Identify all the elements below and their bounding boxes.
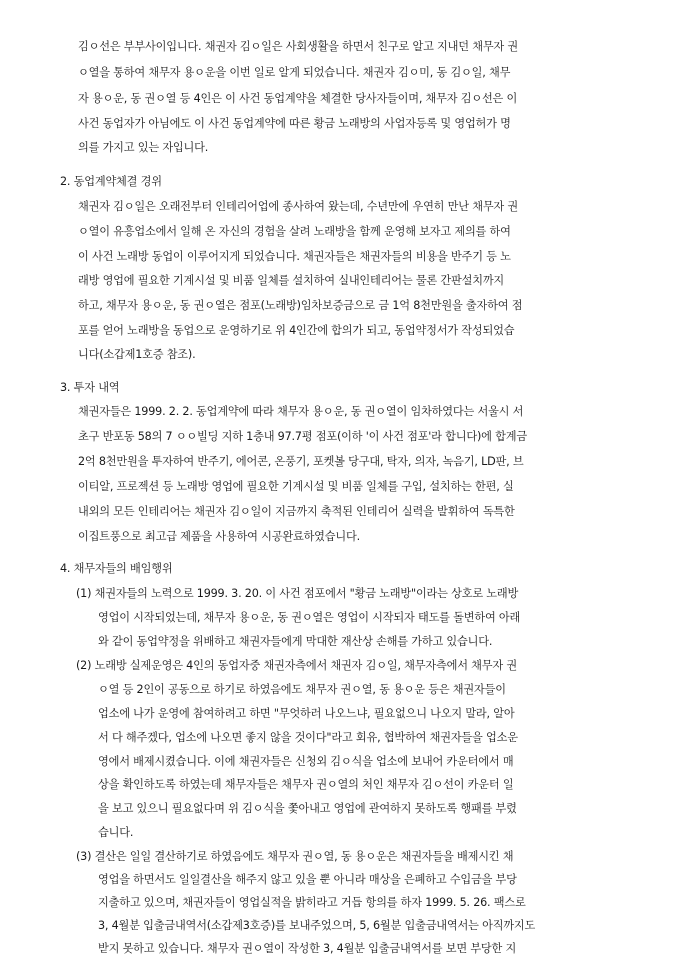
list-item-line: (2) 노래방 실제운영은 4인의 동업자중 채권자측에서 채권자 김ㅇ일, 채무자측에서 채무자 권: [76, 658, 517, 672]
list-item-line: 받지 못하고 있습니다. 채무자 권ㅇ열이 작성한 3, 4월분 입출금내역서를 보면 부당한 지: [98, 942, 517, 955]
body-line: 니다(소갑제1호증 참조).: [78, 348, 196, 361]
list-item-line: 영에서 배제시켰습니다. 이에 채권자들은 신청외 김ㅇ식을 업소에 보내어 카운터에서 매: [98, 754, 514, 768]
list-item-line: 서 다 해주겠다, 업소에 나오면 좋지 않을 것이다"라고 회유, 협박하여 채권자들을 업소운: [98, 730, 518, 744]
body-line: 2억 8천만원을 투자하여 반주기, 에어콘, 온풍기, 포켓볼 당구대, 탁자, 의자, 녹음기, LD판, 브: [78, 455, 524, 469]
list-item-line: 을 보고 있으니 필요없다며 위 김ㅇ식을 쫓아내고 영업에 관여하지 못하도록 행패를 부렸: [98, 802, 517, 816]
intro-line: 사건 동업자가 아님에도 이 사건 동업계약에 따른 황금 노래방의 사업자등록 및 영업허가 명: [78, 116, 511, 130]
intro-line: ㅇ열을 통하여 채무자 용ㅇ운을 이번 일로 알게 되었습니다. 채권자 김ㅇ미, 동 김ㅇ일, 채무: [78, 65, 511, 79]
section-heading: 4. 채무자들의 배임행위: [60, 562, 173, 576]
list-item-line: 업소에 나가 운영에 참여하려고 하면 "무엇하러 나오느냐, 필요없으니 나오지 말라, 알아: [98, 706, 515, 720]
list-item-line: 영업이 시작되었는데, 채무자 용ㅇ운, 동 권ㅇ열은 영업이 시작되자 태도를 돌변하여 아래: [98, 611, 521, 624]
body-line: 이집트풍으로 최고급 제품을 사용하여 시공완료하였습니다.: [78, 529, 360, 543]
list-item-line: 영업을 하면서도 일일결산을 해주지 않고 있을 뿐 아니라 매상을 은폐하고 수입금을 부당: [98, 873, 517, 887]
body-line: 이티알, 프로젝션 등 노래방 영업에 필요한 기계시설 및 비품 일체를 구입, 설치하는 한편, 실: [78, 480, 514, 493]
section-heading: 2. 동업계약체결 경위: [60, 174, 162, 188]
list-item-line: 3, 4월분 입출금내역서(소갑제3호증)를 보내주었으며, 5, 6월분 입출금내역서는 아직까지도: [98, 919, 536, 932]
body-line: 초구 반포동 58의 7 ㅇㅇ빌딩 지하 1층내 97.7평 점포(이하 '이 사건 점포'라 합니다)에 합계금: [78, 430, 527, 444]
body-line: 내외의 모든 인테리어는 채권자 김ㅇ일이 지금까지 축적된 인테리어 실력을 발휘하여 독특한: [78, 504, 515, 518]
list-item-line: 상을 확인하도록 하였는데 채무자들은 채무자 권ㅇ열의 처인 채무자 김ㅇ선이 카운터 일: [98, 778, 514, 792]
body-line: 래방 영업에 필요한 기계시설 및 비품 일체를 설치하여 실내인테리어는 물론 간판설치까지: [78, 274, 505, 288]
list-item-line: (3) 결산은 일일 결산하기로 하였음에도 채무자 권ㅇ열, 동 용ㅇ운은 채권자들을 배제시킨 채: [76, 850, 514, 864]
list-item-line: ㅇ열 등 2인이 공동으로 하기로 하였음에도 채무자 권ㅇ열, 동 용ㅇ운 등은 채권자들이: [98, 682, 506, 696]
intro-line: 김ㅇ선은 부부사이입니다. 채권자 김ㅇ일은 사회생활을 하면서 친구로 알고 지내던 채무자 권: [78, 40, 518, 53]
list-item-line: (1) 채권자들의 노력으로 1999. 3. 20. 이 사건 점포에서 "황금 노래방"이라는 상호로 노래방: [76, 587, 519, 601]
list-item-line: 와 같이 동업약정을 위배하고 채권자들에게 막대한 재산상 손해를 가하고 있습니다.: [98, 635, 493, 648]
body-line: 이 사건 노래방 동업이 이루어지게 되었습니다. 채권자들은 채권자들의 비용을 반주기 등 노: [78, 249, 511, 263]
body-line: 채권자들은 1999. 2. 2. 동업계약에 따라 채무자 용ㅇ운, 동 권ㅇ열이 임차하였다는 서울시 서: [78, 405, 524, 419]
list-item-line: 지출하고 있으며, 채권자들이 영업실적을 밝히라고 거듭 항의를 하자 1999. 5. 26. 팩스로: [98, 896, 526, 910]
section-heading: 3. 투자 내역: [60, 380, 120, 394]
intro-line: 의를 가지고 있는 자입니다.: [78, 141, 209, 155]
body-line: ㅇ열이 유흥업소에서 일해 온 자신의 경험을 살려 노래방을 함께 운영해 보자고 제의를 하여: [78, 224, 511, 238]
body-line: 하고, 채무자 용ㅇ운, 동 권ㅇ열은 점포(노래방)임차보증금으로 금 1억 8천만원을 출자하여 점: [78, 299, 523, 313]
body-line: 포를 얻어 노래방을 동업으로 운영하기로 위 4인간에 합의가 되고, 동업약정서가 작성되었습: [78, 324, 515, 338]
list-item-line: 습니다.: [98, 826, 134, 840]
body-line: 채권자 김ㅇ일은 오래전부터 인테리어업에 종사하여 왔는데, 수년만에 우연히 만난 채무자 권: [78, 199, 518, 213]
intro-line: 자 용ㅇ운, 동 권ㅇ열 등 4인은 이 사건 동업계약을 체결한 당사자들이며, 채무자 김ㅇ선은 이: [78, 91, 518, 105]
